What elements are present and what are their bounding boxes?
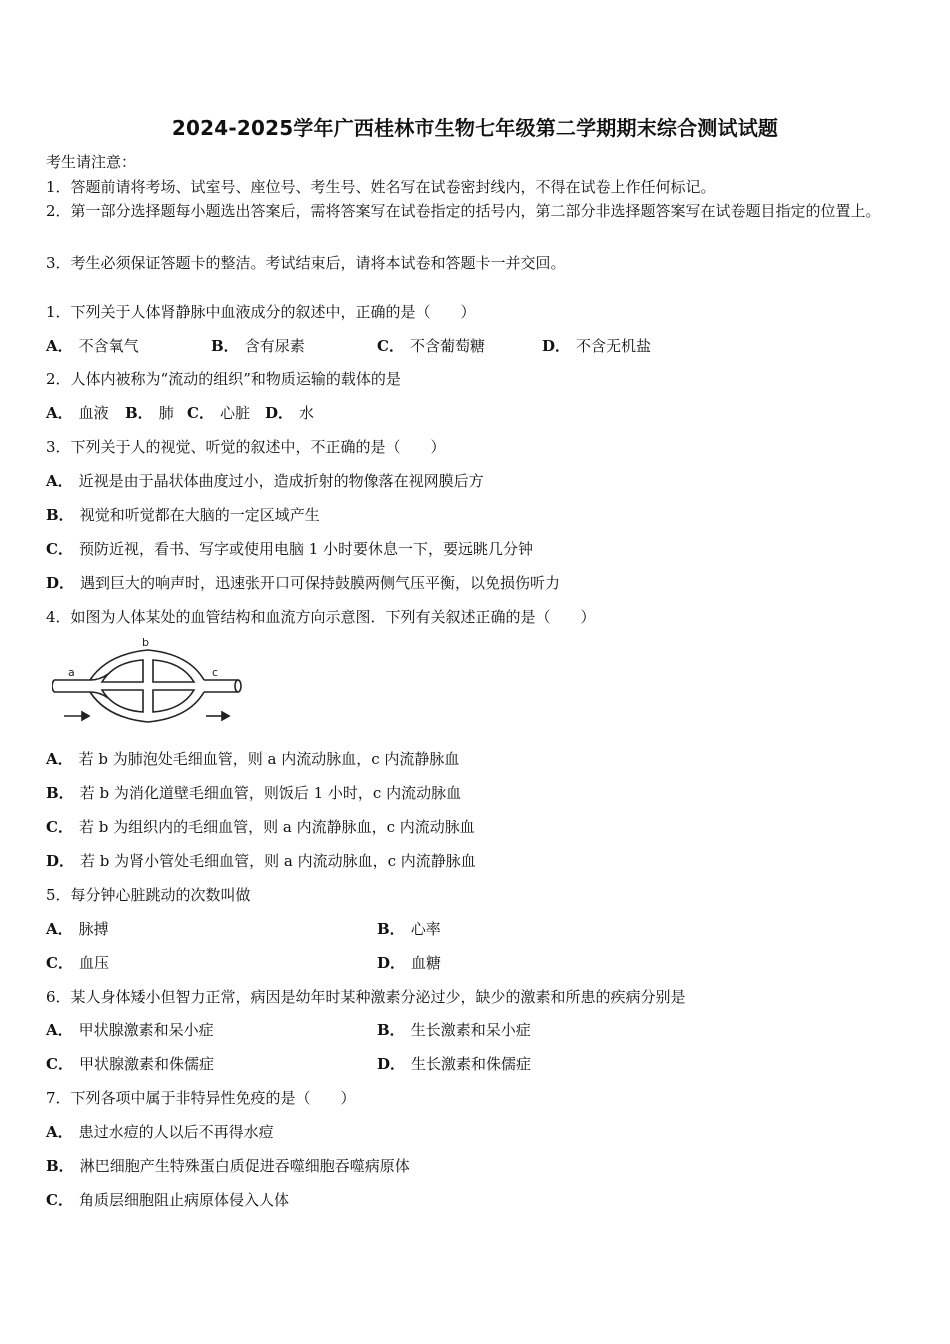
option-text: 甲状腺激素和侏儒症 (78, 1055, 214, 1073)
option-label: A． (46, 404, 73, 422)
option-text: 脉搏 (78, 920, 109, 938)
option-label: C． (187, 404, 214, 422)
option-d[interactable] (46, 851, 476, 871)
option-d[interactable] (377, 1054, 531, 1074)
option-b[interactable] (377, 1020, 531, 1040)
question-stem: 3．下列关于人的视觉、听觉的叙述中，不正确的是（ ） (46, 438, 446, 456)
option-label: C． (46, 1055, 73, 1073)
option-label: B． (46, 784, 74, 802)
option-b[interactable] (377, 919, 441, 939)
option-label: B． (46, 506, 74, 524)
option-c[interactable] (46, 539, 533, 559)
option-label: B． (125, 404, 153, 422)
option-text: 生长激素和呆小症 (410, 1021, 531, 1039)
option-a[interactable] (46, 471, 484, 491)
option-text: 不含葡萄糖 (409, 337, 485, 355)
option-label: C． (46, 954, 73, 972)
option-label: C． (46, 540, 73, 558)
figure-label-c: c (212, 666, 219, 679)
option-label: A． (46, 1123, 73, 1141)
option-label: D． (46, 574, 75, 592)
option-b[interactable] (211, 336, 305, 356)
figure-label-b: b (142, 636, 149, 649)
option-label: C． (46, 1191, 73, 1209)
option-label: D． (542, 337, 571, 355)
option-c[interactable] (46, 953, 109, 973)
option-c[interactable] (46, 1054, 214, 1074)
page-title: 2024-2025学年广西桂林市生物七年级第二学期期末综合测试试题 (171, 116, 779, 140)
vessel-a-upper (54, 674, 108, 680)
option-text: 心脏 (219, 404, 250, 422)
option-label: A． (46, 920, 73, 938)
option-label: B． (377, 920, 405, 938)
option-text: 若 b 为消化道壁毛细血管，则饭后 1 小时，c 内流动脉血 (79, 784, 462, 802)
option-text: 生长激素和侏儒症 (411, 1055, 532, 1073)
option-label: B． (377, 1021, 405, 1039)
option-c[interactable] (46, 817, 475, 837)
option-text: 心率 (410, 920, 441, 938)
option-text: 角质层细胞阻止病原体侵入人体 (78, 1191, 289, 1209)
capillary-loop (102, 660, 143, 682)
option-text: 血糖 (411, 954, 442, 972)
option-label: D． (265, 404, 294, 422)
option-text: 含有尿素 (244, 337, 305, 355)
notice-item: 3．考生必须保证答题卡的整洁。考试结束后，请将本试卷和答题卡一并交回。 (46, 254, 566, 272)
question-stem: 2．人体内被称为“流动的组织”和物质运输的载体的是 (46, 370, 401, 388)
vessel-a-lower (54, 692, 108, 698)
option-a[interactable] (46, 336, 139, 356)
option-b[interactable] (125, 403, 174, 423)
option-text: 若 b 为组织内的毛细血管，则 a 内流静脉血，c 内流动脉血 (78, 818, 475, 836)
option-text: 水 (299, 404, 315, 422)
option-label: D． (377, 954, 406, 972)
option-a[interactable] (46, 919, 109, 939)
capillary-loop (102, 690, 143, 712)
option-text: 遇到巨大的响声时，迅速张开口可保持鼓膜两侧气压平衡，以免损伤听力 (80, 574, 561, 592)
option-d[interactable] (542, 336, 651, 356)
option-d[interactable] (46, 573, 560, 593)
notice-item: 2．第一部分选择题每小题选出答案后，需将答案写在试卷指定的括号内，第二部分非选择题答案写在试卷题目指定的位置上。 (46, 202, 881, 220)
option-text: 肺 (158, 404, 174, 422)
option-text: 淋巴细胞产生特殊蛋白质促进吞噬细胞吞噬病原体 (79, 1157, 410, 1175)
option-text: 近视是由于晶状体曲度过小，造成折射的物像落在视网膜后方 (78, 472, 484, 490)
option-text: 若 b 为肾小管处毛细血管，则 a 内流动脉血，c 内流静脉血 (80, 852, 476, 870)
option-label: A． (46, 1021, 73, 1039)
option-label: A． (46, 337, 73, 355)
option-label: D． (46, 852, 75, 870)
option-text: 血液 (78, 404, 109, 422)
option-b[interactable] (46, 783, 461, 803)
vessel-a-end (52, 680, 54, 692)
notice-item: 1．答题前请将考场、试室号、座位号、考生号、姓名写在试卷密封线内，不得在试卷上作任何标记。 (46, 178, 716, 196)
option-text: 若 b 为肺泡处毛细血管，则 a 内流动脉血，c 内流静脉血 (78, 750, 460, 768)
option-label: B． (46, 1157, 74, 1175)
blood-vessel-diagram (52, 636, 247, 731)
option-label: B． (211, 337, 239, 355)
option-label: C． (377, 337, 404, 355)
option-b[interactable] (46, 505, 320, 525)
option-c[interactable] (187, 403, 250, 423)
question-stem: 7．下列各项中属于非特异性免疫的是（ ） (46, 1089, 356, 1107)
option-a[interactable] (46, 403, 109, 423)
option-a[interactable] (46, 749, 459, 769)
option-text: 预防近视，看书、写字或使用电脑 1 小时要休息一下，要远眺几分钟 (78, 540, 534, 558)
option-text: 不含无机盐 (576, 337, 652, 355)
option-text: 视觉和听觉都在大脑的一定区域产生 (79, 506, 320, 524)
question-stem: 1．下列关于人体肾静脉中血液成分的叙述中，正确的是（ ） (46, 303, 476, 321)
option-label: D． (377, 1055, 406, 1073)
option-text: 甲状腺激素和呆小症 (78, 1021, 214, 1039)
option-a[interactable] (46, 1020, 214, 1040)
option-text: 血压 (78, 954, 109, 972)
option-b[interactable] (46, 1156, 410, 1176)
option-label: C． (46, 818, 73, 836)
option-c[interactable] (46, 1190, 289, 1210)
question-stem: 6．某人身体矮小但智力正常，病因是幼年时某种激素分泌过少，缺少的激素和所患的疾病分别是 (46, 988, 686, 1006)
option-text: 不含氧气 (78, 337, 139, 355)
option-a[interactable] (46, 1122, 274, 1142)
option-label: A． (46, 472, 73, 490)
option-c[interactable] (377, 336, 485, 356)
flow-arrow-icon (82, 712, 89, 720)
option-d[interactable] (377, 953, 441, 973)
question-stem: 4．如图为人体某处的血管结构和血流方向示意图．下列有关叙述正确的是（ ） (46, 608, 596, 626)
question-stem: 5．每分钟心脏跳动的次数叫做 (46, 886, 251, 904)
option-text: 患过水痘的人以后不再得水痘 (78, 1123, 274, 1141)
option-label: A． (46, 750, 73, 768)
figure-label-a: a (68, 666, 75, 679)
vessel-c-end (235, 680, 241, 692)
option-d[interactable] (265, 403, 314, 423)
flow-arrow-icon (222, 712, 229, 720)
notice-heading: 考生请注意： (46, 153, 137, 171)
